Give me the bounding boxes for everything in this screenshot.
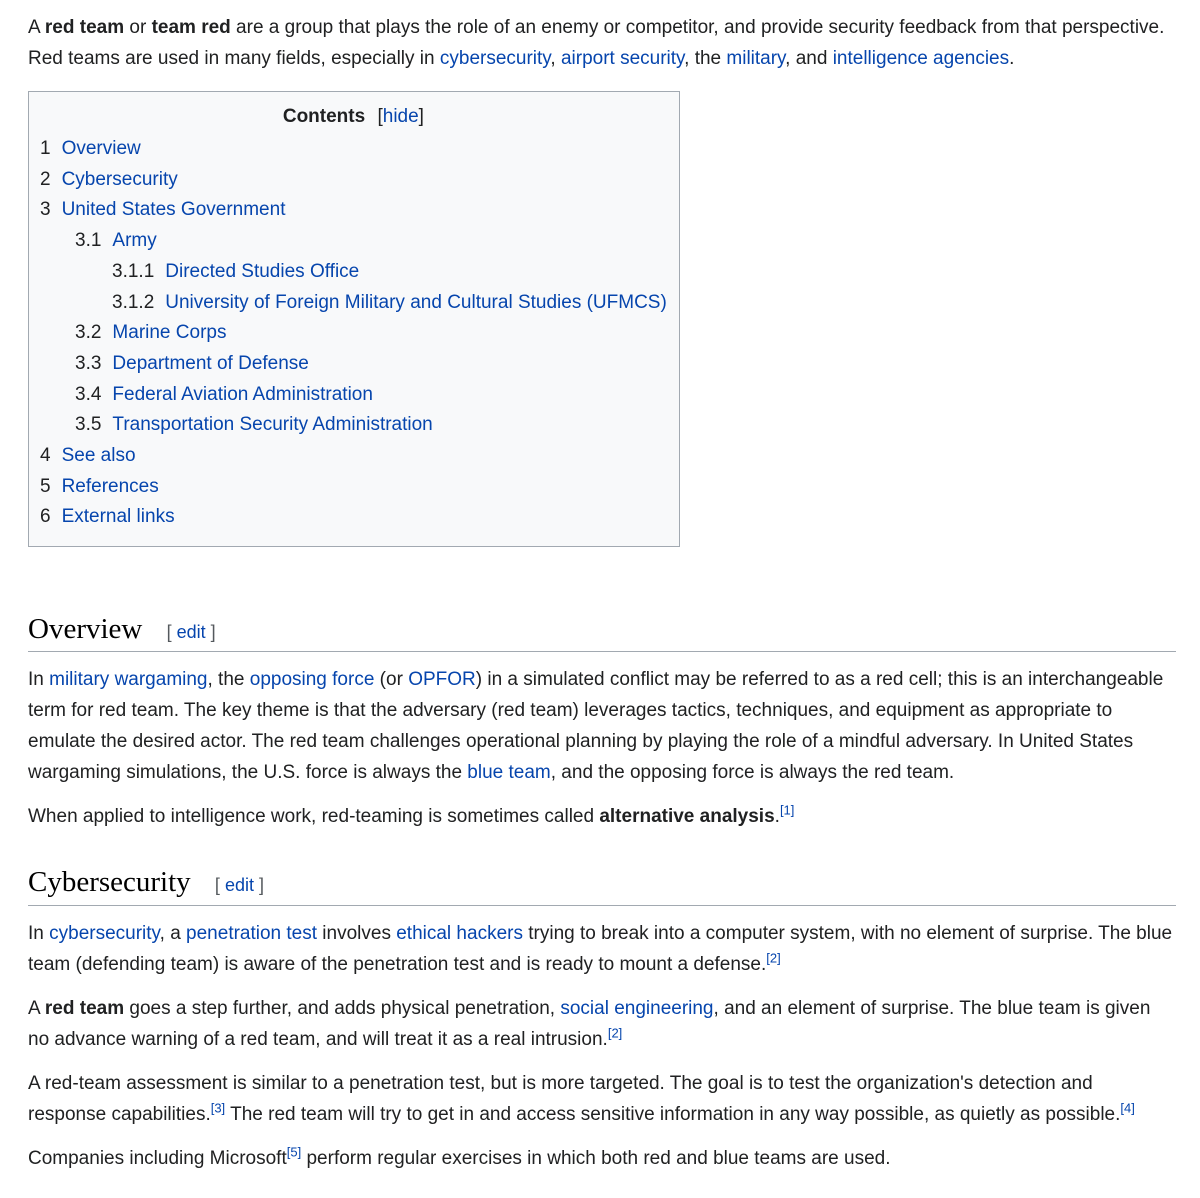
toc-link-transportation-security-administration[interactable]: Transportation Security Administration	[112, 414, 433, 436]
toc-number: 6	[40, 506, 51, 528]
reference-link[interactable]: [2]	[766, 950, 781, 966]
section-cybersecurity	[28, 864, 1176, 1173]
reference-link[interactable]: [1]	[779, 803, 795, 819]
toc-list	[40, 134, 667, 533]
toc-number: 3.1	[75, 230, 102, 252]
wiki-link[interactable]: military	[726, 48, 786, 69]
toc-header	[40, 101, 667, 132]
cybersecurity-edit-link[interactable]: edit	[224, 875, 254, 896]
edit-bracket-close: ]	[258, 875, 264, 896]
toc-number: 3.1.2	[112, 291, 155, 313]
cybersecurity-paragraph-3: A red-team assessment is similar to a penetration test, but is more targeted. The goal is to test the organization's detection and response capabilities.[3] The red team will try to get in and access sensitive information in any way possible, as quietly as possible.[4]	[28, 1072, 1135, 1125]
toc-item	[40, 165, 667, 196]
cybersecurity-paragraph-2: A red team goes a step further, and adds physical penetration, social engineering, and an element of surprise. The blue team is given no advance warning of a red team, and will treat it as a real intrusion.[2]	[28, 997, 1151, 1050]
toc-item	[40, 380, 667, 411]
toc-number: 3	[40, 199, 51, 221]
cybersecurity-heading	[28, 864, 1176, 905]
overview-edit-link[interactable]: edit	[176, 622, 206, 643]
cybersecurity-paragraph-4: Companies including Microsoft[5] perform regular exercises in which both red and blue teams are used.	[28, 1144, 891, 1169]
wiki-link[interactable]: opposing force	[249, 669, 375, 691]
toc-number: 3.2	[75, 322, 102, 344]
toc-item	[40, 502, 667, 533]
cybersecurity-edit-section	[215, 875, 264, 895]
wiki-link[interactable]: cybersecurity	[439, 48, 551, 69]
wiki-link[interactable]: ethical hackers	[396, 922, 523, 944]
overview-heading	[28, 611, 1176, 652]
reference-link[interactable]: [5]	[286, 1144, 302, 1160]
toc-link-cybersecurity[interactable]: Cybersecurity	[61, 168, 178, 190]
toc-link-department-of-defense[interactable]: Department of Defense	[112, 352, 309, 374]
toc-item	[40, 349, 667, 380]
toc-number: 5	[40, 475, 51, 497]
bold-text: red team	[44, 17, 125, 38]
cybersecurity-paragraph-1: In cybersecurity, a penetration test involves ethical hackers trying to break into a computer system, with no element of surprise. The blue team (defending team) is aware of the penetration test and is ready to mount a defense.[2]	[28, 922, 1173, 975]
toc-link-marine-corps[interactable]: Marine Corps	[112, 322, 227, 344]
toc-toggle-bracket-close: ]	[418, 106, 424, 127]
toc-number: 1	[40, 138, 51, 159]
wiki-link[interactable]: cybersecurity	[49, 922, 160, 944]
toc-item	[40, 288, 667, 319]
toc-item	[40, 226, 667, 257]
article-page	[28, 12, 1176, 1174]
toc-link-directed-studies-office[interactable]: Directed Studies Office	[165, 260, 360, 282]
overview-paragraph-2: When applied to intelligence work, red-teaming is sometimes called alternative analysis.[1]	[28, 803, 795, 828]
toc-link-external-links[interactable]: External links	[61, 506, 175, 528]
toc-link-university-of-foreign-military-and-cultural-studies-ufmcs[interactable]: University of Foreign Military and Cultural Studies (UFMCS)	[165, 291, 667, 313]
intro-paragraph: A red team or team red are a group that plays the role of an enemy or competitor, and provide security feedback from that perspective. Red teams are used in many fields, especially in cybersecurity, airport security, the military, and intelligence agencies.	[28, 17, 1165, 69]
toc-item	[40, 134, 667, 165]
edit-bracket-close: ]	[210, 622, 216, 643]
toc-number: 3.4	[75, 383, 102, 405]
toc-number: 3.5	[75, 414, 102, 436]
toc-number: 3.1.1	[112, 260, 155, 282]
toc-link-references[interactable]: References	[61, 475, 159, 497]
toc-link-overview[interactable]: Overview	[61, 138, 141, 159]
reference-link[interactable]: [3]	[210, 1100, 226, 1116]
toc-number: 3.3	[75, 352, 102, 374]
toc-item	[40, 257, 667, 288]
edit-bracket-open: [	[166, 622, 172, 643]
toc-link-see-also[interactable]: See also	[61, 445, 136, 467]
toc-toggle	[377, 106, 423, 127]
bold-text: red team	[44, 997, 125, 1019]
toc-title: Contents	[282, 106, 366, 127]
table-of-contents	[28, 91, 680, 547]
bold-text: team red	[151, 17, 231, 38]
cybersecurity-heading-title: Cybersecurity	[28, 866, 191, 899]
wiki-link[interactable]: social engineering	[560, 997, 714, 1019]
toc-item	[40, 410, 667, 441]
wiki-link[interactable]: blue team	[467, 762, 551, 784]
reference-link[interactable]: [4]	[1120, 1100, 1135, 1116]
toc-item	[40, 195, 667, 226]
toc-toggle-bracket-open: [	[377, 106, 383, 127]
toc-hide-link[interactable]: hide	[382, 106, 419, 127]
toc-item	[40, 441, 667, 472]
overview-edit-section	[167, 622, 216, 642]
toc-link-army[interactable]: Army	[112, 230, 157, 252]
overview-paragraph-1: In military wargaming, the opposing force (or OPFOR) in a simulated conflict may be referred to as a red cell; this is an interchangeable term for red team. The key theme is that the adversary (red team) leverages tactics, techniques, and equipment as appropriate to emulate the desired actor. The red team challenges operational planning by playing the role of a mindful adversary. In United States wargaming simulations, the U.S. force is always the blue team, and the opposing force is always the red team.	[28, 669, 1164, 784]
toc-item	[40, 472, 667, 503]
toc-item	[40, 318, 667, 349]
toc-link-united-states-government[interactable]: United States Government	[61, 199, 286, 221]
toc-number: 4	[40, 445, 51, 467]
edit-bracket-open: [	[214, 875, 220, 896]
toc-number: 2	[40, 168, 51, 190]
wiki-link[interactable]: intelligence agencies	[832, 48, 1010, 69]
bold-text: alternative analysis	[599, 806, 775, 828]
section-overview	[28, 611, 1176, 832]
wiki-link[interactable]: OPFOR	[408, 669, 476, 691]
wiki-link[interactable]: military wargaming	[49, 669, 208, 691]
overview-heading-title: Overview	[28, 613, 143, 646]
wiki-link[interactable]: airport security	[560, 48, 685, 69]
wiki-link[interactable]: penetration test	[186, 922, 318, 944]
toc-link-federal-aviation-administration[interactable]: Federal Aviation Administration	[112, 383, 373, 405]
reference-link[interactable]: [2]	[607, 1025, 623, 1041]
